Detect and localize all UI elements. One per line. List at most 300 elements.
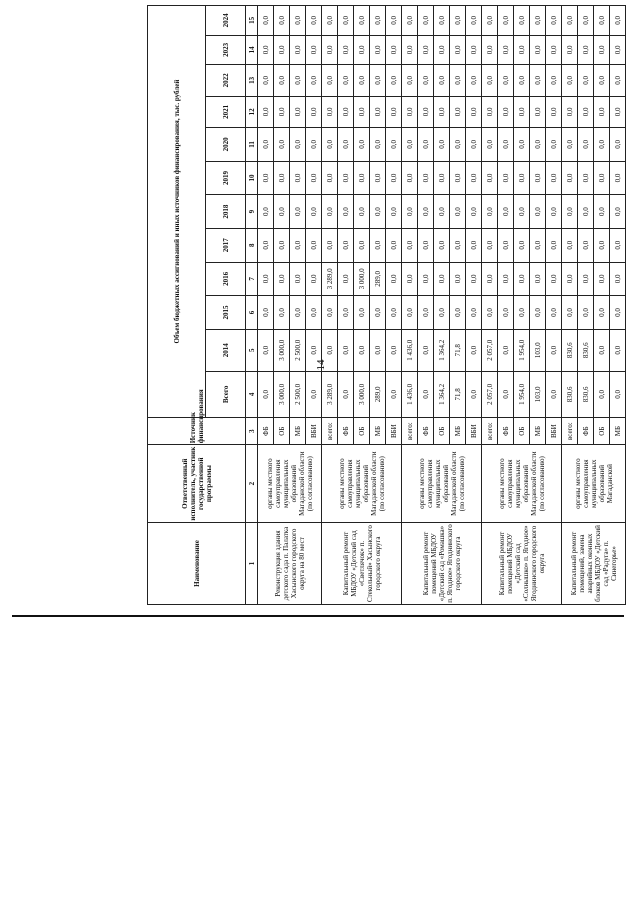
year-value: 0,0: [594, 296, 610, 330]
year-value: 0,0: [434, 262, 450, 296]
year-value: 0,0: [354, 96, 370, 128]
year-value: 0,0: [402, 128, 418, 162]
page-number: 14: [315, 359, 327, 371]
measure-executor: органы местного самоуправления муниципальных образований Магаданской области (по согласованию): [322, 445, 402, 523]
year-value: 0,0: [370, 6, 386, 36]
year-value: 0,0: [578, 65, 594, 97]
column-number: 13: [246, 65, 258, 97]
year-value: 0,0: [322, 128, 338, 162]
year-value: 0,0: [562, 128, 578, 162]
year-value: 0,0: [402, 195, 418, 229]
year-value: 0,0: [274, 65, 290, 97]
funding-source: ФБ: [578, 417, 594, 444]
table-row: [258, 6, 274, 605]
year-value: 0,0: [482, 228, 498, 262]
funding-source: ФБ: [418, 417, 434, 444]
funding-source: МБ: [290, 417, 306, 444]
year-value: 0,0: [306, 296, 322, 330]
year-value: 0,0: [514, 96, 530, 128]
year-value: 0,0: [594, 262, 610, 296]
total-value: 0,0: [258, 371, 274, 417]
year-value: 0,0: [498, 296, 514, 330]
year-value: 0,0: [514, 65, 530, 97]
year-value: 0,0: [498, 329, 514, 371]
header-year: 2015: [206, 296, 246, 330]
measure-name: Капитальный ремонт помещений МБДОУ «Детский сад «Ромашка» п. Ягодное» Ягоднинского городского округа: [402, 523, 482, 605]
year-value: 0,0: [354, 195, 370, 229]
year-value: 0,0: [306, 6, 322, 36]
column-number: 3: [246, 417, 258, 444]
year-value: 0,0: [578, 6, 594, 36]
column-number: 12: [246, 96, 258, 128]
year-value: 1 364,2: [434, 329, 450, 371]
year-value: 0,0: [290, 161, 306, 195]
total-value: 289,0: [370, 371, 386, 417]
year-value: 0,0: [322, 35, 338, 64]
year-value: 3 000,0: [354, 262, 370, 296]
header-source: Источник финансирования: [148, 417, 246, 444]
year-value: 0,0: [290, 228, 306, 262]
year-value: 0,0: [386, 6, 402, 36]
year-value: 0,0: [530, 228, 546, 262]
year-value: 0,0: [338, 35, 354, 64]
funding-source: ВБИ: [546, 417, 562, 444]
year-value: 0,0: [274, 262, 290, 296]
year-value: 0,0: [434, 35, 450, 64]
year-value: 0,0: [354, 161, 370, 195]
year-value: 0,0: [594, 228, 610, 262]
year-value: 0,0: [434, 96, 450, 128]
year-value: 0,0: [466, 329, 482, 371]
year-value: 0,0: [338, 65, 354, 97]
year-value: 0,0: [386, 296, 402, 330]
total-value: 3 000,0: [274, 371, 290, 417]
year-value: 0,0: [498, 96, 514, 128]
year-value: 0,0: [594, 329, 610, 371]
year-value: 0,0: [418, 161, 434, 195]
year-value: 0,0: [450, 128, 466, 162]
year-value: 0,0: [594, 65, 610, 97]
year-value: 0,0: [338, 296, 354, 330]
year-value: 289,0: [370, 262, 386, 296]
year-value: 0,0: [594, 161, 610, 195]
header-year: 2019: [206, 161, 246, 195]
header-year: 2016: [206, 262, 246, 296]
year-value: 0,0: [386, 96, 402, 128]
year-value: 0,0: [418, 96, 434, 128]
year-value: 0,0: [386, 262, 402, 296]
year-value: 0,0: [338, 329, 354, 371]
year-value: 0,0: [418, 6, 434, 36]
year-value: 0,0: [258, 296, 274, 330]
year-value: 0,0: [402, 35, 418, 64]
year-value: 0,0: [482, 128, 498, 162]
year-value: 0,0: [562, 195, 578, 229]
year-value: 0,0: [322, 96, 338, 128]
year-value: 0,0: [562, 262, 578, 296]
year-value: 0,0: [562, 296, 578, 330]
year-value: 0,0: [610, 161, 626, 195]
header-funding-title: Объем бюджетных ассигнований и иных источников финансирования, тыс. рублей: [148, 6, 206, 418]
year-value: 0,0: [546, 6, 562, 36]
year-value: 0,0: [274, 96, 290, 128]
year-value: 0,0: [450, 161, 466, 195]
year-value: 0,0: [418, 262, 434, 296]
year-value: 0,0: [482, 195, 498, 229]
year-value: 0,0: [370, 296, 386, 330]
measure-executor: органы местного самоуправления муниципальных образований Магаданской области (по согласованию): [402, 445, 482, 523]
year-value: 0,0: [546, 262, 562, 296]
year-value: 0,0: [466, 6, 482, 36]
year-value: 0,0: [610, 296, 626, 330]
year-value: 0,0: [434, 65, 450, 97]
total-value: 103,0: [530, 371, 546, 417]
year-value: 0,0: [354, 65, 370, 97]
year-value: 0,0: [466, 296, 482, 330]
year-value: 0,0: [258, 96, 274, 128]
year-value: 0,0: [562, 6, 578, 36]
budget-table: [147, 5, 626, 605]
column-number: 15: [246, 6, 258, 36]
year-value: 71,8: [450, 329, 466, 371]
year-value: 0,0: [610, 65, 626, 97]
year-value: 0,0: [434, 228, 450, 262]
total-value: 0,0: [546, 371, 562, 417]
year-value: 0,0: [434, 195, 450, 229]
year-value: 0,0: [498, 35, 514, 64]
year-value: 0,0: [482, 161, 498, 195]
year-value: 0,0: [258, 35, 274, 64]
year-value: 0,0: [610, 329, 626, 371]
year-value: 0,0: [546, 329, 562, 371]
year-value: 0,0: [338, 195, 354, 229]
year-value: 0,0: [322, 228, 338, 262]
header-year: 2024: [206, 6, 246, 36]
budget-table-slot: [147, 5, 621, 605]
year-value: 0,0: [370, 96, 386, 128]
year-value: 0,0: [546, 128, 562, 162]
year-value: 0,0: [514, 6, 530, 36]
year-value: 0,0: [258, 228, 274, 262]
year-value: 0,0: [354, 228, 370, 262]
total-value: 0,0: [498, 371, 514, 417]
budget-table-rotated: [147, 5, 621, 605]
year-value: 0,0: [546, 228, 562, 262]
total-value: 0,0: [466, 371, 482, 417]
year-value: 0,0: [258, 161, 274, 195]
year-value: 0,0: [530, 195, 546, 229]
year-value: 0,0: [546, 296, 562, 330]
year-value: 0,0: [402, 296, 418, 330]
year-value: 0,0: [370, 128, 386, 162]
year-value: 0,0: [306, 35, 322, 64]
year-value: 0,0: [418, 329, 434, 371]
year-value: 0,0: [546, 96, 562, 128]
year-value: 0,0: [306, 262, 322, 296]
year-value: 0,0: [578, 262, 594, 296]
total-value: 830,6: [578, 371, 594, 417]
year-value: 2 500,0: [290, 329, 306, 371]
year-value: 0,0: [386, 128, 402, 162]
year-value: 0,0: [610, 128, 626, 162]
column-number: 8: [246, 228, 258, 262]
year-value: 0,0: [530, 296, 546, 330]
total-value: 0,0: [338, 371, 354, 417]
measure-name: Капитальный ремонт помещений МБДОУ «Детский сад «Солнышко» п. Ягодное» Ягоднинского городского округа: [482, 523, 562, 605]
year-value: 0,0: [322, 329, 338, 371]
year-value: 2 057,0: [482, 329, 498, 371]
year-value: 0,0: [546, 35, 562, 64]
measure-executor: органы местного самоуправления муниципальных образований Магаданской: [562, 445, 626, 523]
funding-source: ВБИ: [466, 417, 482, 444]
year-value: 1 954,0: [514, 329, 530, 371]
year-value: 0,0: [530, 128, 546, 162]
year-value: 0,0: [306, 161, 322, 195]
year-value: 0,0: [402, 6, 418, 36]
year-value: 0,0: [370, 329, 386, 371]
year-value: 0,0: [354, 128, 370, 162]
funding-source: ОБ: [434, 417, 450, 444]
year-value: 0,0: [338, 96, 354, 128]
header-year: 2021: [206, 96, 246, 128]
total-value: 3 289,0: [322, 371, 338, 417]
year-value: 0,0: [418, 228, 434, 262]
year-value: 0,0: [450, 6, 466, 36]
header-total: Всего: [206, 371, 246, 417]
year-value: 0,0: [418, 35, 434, 64]
year-value: 0,0: [482, 35, 498, 64]
year-value: 0,0: [514, 296, 530, 330]
funding-source: ФБ: [258, 417, 274, 444]
year-value: 0,0: [546, 161, 562, 195]
year-value: 0,0: [258, 65, 274, 97]
year-value: 0,0: [274, 128, 290, 162]
year-value: 0,0: [498, 262, 514, 296]
year-value: 0,0: [578, 296, 594, 330]
total-value: 3 000,0: [354, 371, 370, 417]
column-number: 6: [246, 296, 258, 330]
year-value: 0,0: [274, 6, 290, 36]
header-year: 2020: [206, 128, 246, 162]
year-value: 0,0: [562, 35, 578, 64]
year-value: 0,0: [594, 128, 610, 162]
year-value: 830,6: [578, 329, 594, 371]
year-value: 0,0: [322, 195, 338, 229]
funding-source: ОБ: [594, 417, 610, 444]
year-value: 0,0: [450, 35, 466, 64]
funding-source: МБ: [450, 417, 466, 444]
year-value: 0,0: [386, 35, 402, 64]
year-value: 0,0: [370, 228, 386, 262]
year-value: 0,0: [370, 195, 386, 229]
year-value: 0,0: [258, 262, 274, 296]
year-value: 0,0: [562, 161, 578, 195]
column-number: 1: [246, 523, 258, 605]
year-value: 0,0: [402, 228, 418, 262]
year-value: 0,0: [514, 228, 530, 262]
year-value: 0,0: [434, 128, 450, 162]
year-value: 830,6: [562, 329, 578, 371]
total-value: 0,0: [418, 371, 434, 417]
year-value: 0,0: [306, 128, 322, 162]
year-value: 0,0: [514, 161, 530, 195]
year-value: 0,0: [450, 96, 466, 128]
year-value: 0,0: [290, 35, 306, 64]
year-value: 0,0: [578, 195, 594, 229]
year-value: 0,0: [274, 161, 290, 195]
year-value: 0,0: [386, 228, 402, 262]
total-value: 0,0: [610, 371, 626, 417]
column-number: 11: [246, 128, 258, 162]
year-value: 0,0: [530, 6, 546, 36]
year-value: 0,0: [258, 128, 274, 162]
year-value: 0,0: [578, 228, 594, 262]
year-value: 0,0: [530, 96, 546, 128]
column-number: 5: [246, 329, 258, 371]
column-number: 7: [246, 262, 258, 296]
year-value: 0,0: [450, 296, 466, 330]
year-value: 0,0: [482, 262, 498, 296]
year-value: 0,0: [482, 96, 498, 128]
table-row: [402, 6, 418, 605]
table-row: [482, 6, 498, 605]
total-value: 830,6: [562, 371, 578, 417]
year-value: 0,0: [594, 6, 610, 36]
year-value: 0,0: [530, 262, 546, 296]
year-value: 0,0: [354, 6, 370, 36]
funding-source: ОБ: [354, 417, 370, 444]
year-value: 0,0: [258, 6, 274, 36]
header-executor: Ответственный исполнитель, участник государственной программы: [148, 445, 246, 523]
year-value: 0,0: [482, 6, 498, 36]
year-value: 0,0: [466, 35, 482, 64]
year-value: 0,0: [354, 329, 370, 371]
funding-source: всего:: [562, 417, 578, 444]
year-value: 0,0: [434, 6, 450, 36]
year-value: 0,0: [466, 228, 482, 262]
column-number: 4: [246, 371, 258, 417]
year-value: 0,0: [290, 96, 306, 128]
year-value: 0,0: [338, 161, 354, 195]
year-value: 0,0: [610, 195, 626, 229]
year-value: 0,0: [498, 6, 514, 36]
year-value: 0,0: [290, 195, 306, 229]
year-value: 0,0: [498, 65, 514, 97]
year-value: 0,0: [402, 262, 418, 296]
total-value: 0,0: [306, 371, 322, 417]
year-value: 0,0: [306, 195, 322, 229]
year-value: 0,0: [562, 228, 578, 262]
funding-source: МБ: [370, 417, 386, 444]
year-value: 0,0: [450, 228, 466, 262]
header-year: 2014: [206, 329, 246, 371]
header-year: 2018: [206, 195, 246, 229]
column-number: 14: [246, 35, 258, 64]
year-value: 0,0: [386, 195, 402, 229]
funding-source: всего:: [322, 417, 338, 444]
year-value: 0,0: [578, 128, 594, 162]
year-value: 0,0: [290, 6, 306, 36]
year-value: 0,0: [610, 228, 626, 262]
year-value: 0,0: [514, 35, 530, 64]
column-number: 9: [246, 195, 258, 229]
year-value: 0,0: [466, 96, 482, 128]
year-value: 0,0: [370, 161, 386, 195]
year-value: 0,0: [450, 65, 466, 97]
year-value: 0,0: [370, 35, 386, 64]
year-value: 0,0: [498, 161, 514, 195]
year-value: 0,0: [434, 161, 450, 195]
year-value: 0,0: [482, 296, 498, 330]
year-value: 0,0: [594, 195, 610, 229]
funding-source: ВБИ: [386, 417, 402, 444]
table-row: [562, 6, 578, 605]
year-value: 0,0: [354, 296, 370, 330]
year-value: 0,0: [290, 296, 306, 330]
total-value: 1 954,0: [514, 371, 530, 417]
year-value: 0,0: [418, 296, 434, 330]
header-name: Наименование: [148, 523, 246, 605]
year-value: 0,0: [258, 195, 274, 229]
funding-source: ФБ: [498, 417, 514, 444]
year-value: 0,0: [594, 96, 610, 128]
year-value: 0,0: [418, 195, 434, 229]
year-value: 0,0: [610, 35, 626, 64]
year-value: 0,0: [610, 96, 626, 128]
year-value: 0,0: [498, 195, 514, 229]
header-year: 2023: [206, 35, 246, 64]
year-value: 1 436,0: [402, 329, 418, 371]
year-value: 0,0: [338, 262, 354, 296]
year-value: 0,0: [418, 128, 434, 162]
total-value: 1 436,0: [402, 371, 418, 417]
total-value: 2 500,0: [290, 371, 306, 417]
year-value: 0,0: [402, 161, 418, 195]
total-value: 0,0: [594, 371, 610, 417]
year-value: 0,0: [338, 128, 354, 162]
header-row-numbers: [246, 6, 258, 605]
year-value: 3 289,0: [322, 262, 338, 296]
year-value: 0,0: [354, 35, 370, 64]
year-value: 0,0: [466, 161, 482, 195]
header-year: 2017: [206, 228, 246, 262]
year-value: 0,0: [562, 65, 578, 97]
funding-source: ОБ: [274, 417, 290, 444]
year-value: 0,0: [482, 65, 498, 97]
funding-source: всего:: [482, 417, 498, 444]
year-value: 0,0: [322, 65, 338, 97]
funding-source: ВБИ: [306, 417, 322, 444]
year-value: 0,0: [610, 6, 626, 36]
measure-name: Реконструкция здания детского сада п. Палатка Хасынского городского округа на 80 мест: [258, 523, 322, 605]
year-value: 0,0: [514, 128, 530, 162]
year-value: 0,0: [546, 65, 562, 97]
year-value: 0,0: [322, 6, 338, 36]
funding-source: всего:: [402, 417, 418, 444]
year-value: 0,0: [466, 65, 482, 97]
year-value: 0,0: [386, 161, 402, 195]
year-value: 0,0: [578, 35, 594, 64]
year-value: 0,0: [594, 35, 610, 64]
total-value: 1 364,2: [434, 371, 450, 417]
year-value: 0,0: [290, 65, 306, 97]
funding-source: МБ: [530, 417, 546, 444]
year-value: 0,0: [546, 195, 562, 229]
year-value: 103,0: [530, 329, 546, 371]
page-divider-line: [12, 615, 624, 617]
total-value: 2 057,0: [482, 371, 498, 417]
year-value: 0,0: [498, 228, 514, 262]
